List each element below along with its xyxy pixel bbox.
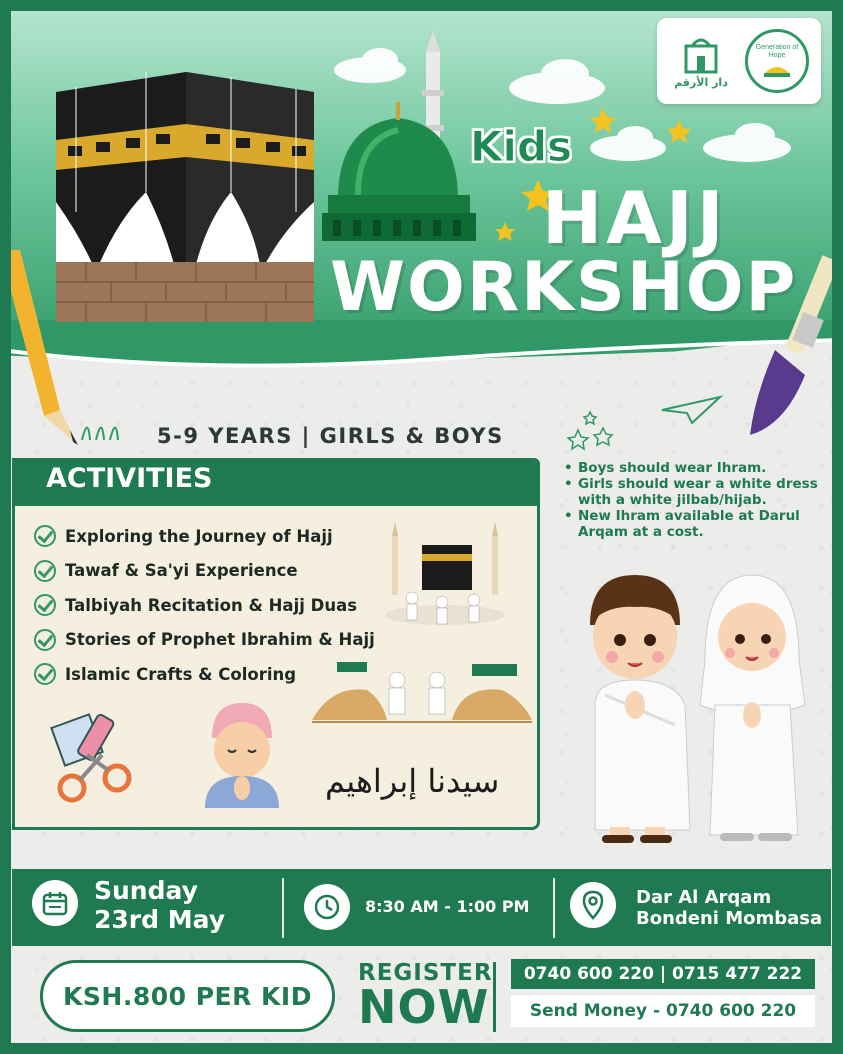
activity-label: Tawaf & Sa'yi Experience bbox=[65, 561, 298, 581]
header-wave bbox=[0, 320, 843, 380]
doodle-decoration bbox=[80, 415, 130, 445]
check-icon bbox=[34, 663, 56, 685]
title-hajj: HAJJ bbox=[542, 176, 728, 260]
check-icon bbox=[34, 629, 56, 651]
event-time: 8:30 AM - 1:00 PM bbox=[365, 897, 530, 916]
pilgrims-kaaba-illustration bbox=[380, 520, 510, 630]
check-icon bbox=[34, 560, 56, 582]
info-divider bbox=[282, 878, 284, 938]
right-logo-text: Generation of Hope bbox=[755, 44, 799, 59]
venue-line-2: Bondeni Mombasa bbox=[636, 908, 823, 929]
event-date: 23rd May bbox=[94, 905, 225, 934]
activity-item bbox=[34, 588, 394, 623]
price-badge bbox=[40, 960, 335, 1032]
arabic-calligraphy: سيدنا إبراهيم bbox=[325, 762, 500, 800]
craft-supplies-illustration bbox=[42, 700, 142, 810]
pencil-illustration bbox=[0, 250, 90, 450]
phone-numbers-box bbox=[511, 959, 815, 989]
partner-logos bbox=[657, 18, 821, 104]
activity-item bbox=[34, 623, 394, 658]
note-item: • Boys should wear Ihram. bbox=[562, 460, 832, 476]
title-workshop: WORKSHOP bbox=[330, 248, 798, 327]
send-money-number: Send Money - 0740 600 220 bbox=[529, 1001, 797, 1021]
price-text: KSH.800 PER KID bbox=[63, 981, 312, 1011]
dress-code-notes bbox=[562, 460, 832, 540]
phone-numbers: 0740 600 220 | 0715 477 222 bbox=[523, 964, 803, 984]
left-logo-text: دار الأرقم bbox=[674, 75, 728, 89]
desert-pilgrims-illustration bbox=[312, 660, 532, 725]
send-money-box bbox=[511, 995, 815, 1027]
activity-label: Islamic Crafts & Coloring bbox=[65, 664, 297, 684]
kids-in-ihram-illustration bbox=[580, 565, 810, 855]
green-dome-illustration bbox=[318, 30, 478, 245]
check-icon bbox=[34, 594, 56, 616]
location-pin-icon bbox=[570, 882, 616, 928]
clock-icon bbox=[304, 884, 350, 930]
event-day: Sunday bbox=[94, 876, 198, 905]
register-divider bbox=[493, 962, 496, 1032]
note-item: • New Ihram available at Darul Arqam at a cost. bbox=[562, 508, 832, 540]
audience-line: 5-9 YEARS | GIRLS & BOYS bbox=[157, 424, 504, 448]
praying-boy-illustration bbox=[200, 698, 285, 808]
stars-doodle-icon bbox=[568, 410, 618, 450]
generation-of-hope-logo bbox=[742, 26, 812, 96]
note-item: • Girls should wear a white dress with a white jilbab/hijab. bbox=[562, 476, 832, 508]
activity-label: Stories of Prophet Ibrahim & Hajj bbox=[65, 630, 375, 650]
info-divider bbox=[553, 878, 555, 938]
paper-plane-icon bbox=[662, 395, 722, 425]
title-kids: Kids bbox=[470, 122, 573, 171]
calendar-icon bbox=[32, 880, 78, 926]
kaaba-illustration bbox=[56, 72, 314, 322]
activity-item bbox=[34, 519, 394, 554]
activity-label: Talbiyah Recitation & Hajj Duas bbox=[65, 595, 358, 615]
activity-label: Exploring the Journey of Hajj bbox=[65, 526, 333, 546]
activity-item bbox=[34, 554, 394, 589]
activities-title: ACTIVITIES bbox=[46, 463, 213, 494]
venue-line-1: Dar Al Arqam bbox=[636, 887, 772, 908]
dar-al-arqam-logo bbox=[666, 26, 736, 96]
register-label: REGISTER bbox=[358, 960, 493, 986]
check-icon bbox=[34, 525, 56, 547]
now-label: NOW bbox=[358, 980, 490, 1034]
